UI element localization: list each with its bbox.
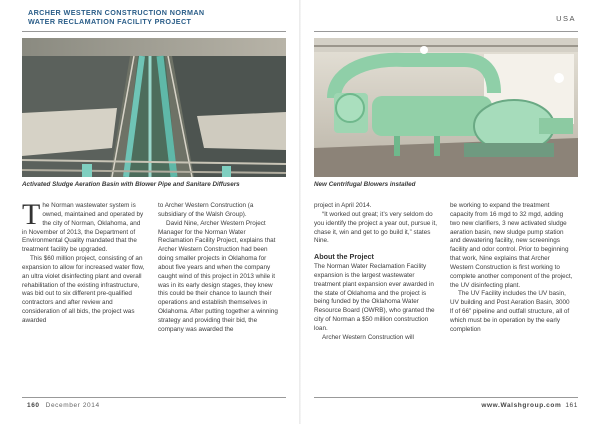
header-title-line-1: ARCHER WESTERN CONSTRUCTION NORMAN — [28, 8, 205, 17]
col4-paragraph-2: The UV Facility includes the UV basin, UV building and Post Aeration Basin, 3000 lf of 66” pipeline and outfall structure, all of which must be in operation by the early completion — [450, 290, 570, 333]
drop-cap: T — [22, 198, 41, 231]
page-gutter — [299, 0, 301, 424]
col2-paragraph-2: David Nine, Archer Western Project Manager for the Norman Water Reclamation Facility Project, explains that Archer Western Construction had been doing smaller projects in Oklahoma for about five years and when the company caught wind of this project in 2013 while it was in its early design stages, they knew this could be their chance to launch their operations and establish themselves in Oklahoma. After putting together a winning strategy and providing their bid, the company was awarded the — [158, 219, 278, 333]
col4-paragraph-1: be working to expand the treatment capacity from 16 mgd to 32 mgd, adding two new clarifiers, 3 new activated sludge aeration basin, new sludge pump station and dewatering facility, new screenings facility and odor control. Prior to beginning that work, Nine explains that Archer Western Construction is first working to complete another component of the project, the UV disinfecting plant. — [450, 202, 573, 289]
website-link[interactable]: www.Walshgroup.com — [481, 402, 562, 409]
issue-date: December 2014 — [45, 402, 100, 409]
article-column-1 — [22, 198, 146, 326]
footer-left — [27, 402, 100, 409]
centrifugal-blowers-photo — [314, 38, 578, 177]
article-column-2 — [158, 202, 282, 335]
photo-caption-aeration-basin: Activated Sludge Aeration Basin with Blower Pipe and Sanitare Diffusers — [22, 181, 240, 188]
article-column-4 — [450, 202, 574, 335]
aeration-basin-photo — [22, 38, 286, 177]
footer-rule-left — [22, 397, 286, 398]
col3-paragraph-3: The Norman Water Reclamation Facility expansion is the largest wastewater treatment plant expansion ever awarded in the state of Oklahoma and the project is being funded by the Oklahoma Water Resource Board (OWRB), who granted the city of Norman a $50 million construction loan. — [314, 263, 435, 332]
photo-caption-blowers: New Centrifugal Blowers installed — [314, 181, 416, 188]
header-title-line-2: WATER RECLAMATION FACILITY PROJECT — [28, 16, 192, 26]
header-rule-left — [22, 31, 286, 32]
col2-paragraph-1: to Archer Western Construction (a subsidiary of the Walsh Group). — [158, 202, 254, 218]
article-column-3 — [314, 202, 438, 343]
right-page-number: 161 — [565, 402, 578, 409]
col3-paragraph-4: Archer Western Construction will — [322, 333, 414, 341]
section-subheading: About the Project — [314, 252, 374, 262]
header-rule-right — [314, 31, 578, 32]
col3-paragraph-1: project in April 2014. — [314, 202, 372, 209]
footer-rule-right — [314, 397, 578, 398]
col1-paragraph-2: This $60 million project, consisting of an expansion to allow for increased water flow, an ultra violet disinfecting plant and overall rehabilitation of the existing infrastructure, was bid out to six different pre-qualified contractors and after review and consideration of all bids, the project was awarded — [22, 255, 145, 324]
footer-right — [481, 402, 578, 409]
col1-paragraph-1: he Norman wastewater system is owned, maintained and operated by the city of Norman, Oklahoma, and in November of 2013, the Department of Environmental Quality mandated that the treatment facility be upgraded. — [22, 202, 144, 254]
header-country: USA — [556, 14, 576, 23]
article-header-title — [28, 9, 205, 26]
col3-paragraph-2: “It worked out great; it’s very seldom do you identify the project a year out, pursue it, chase it, win and get to go build it,” states Nine. — [314, 210, 438, 245]
left-page-number: 160 — [27, 402, 40, 409]
